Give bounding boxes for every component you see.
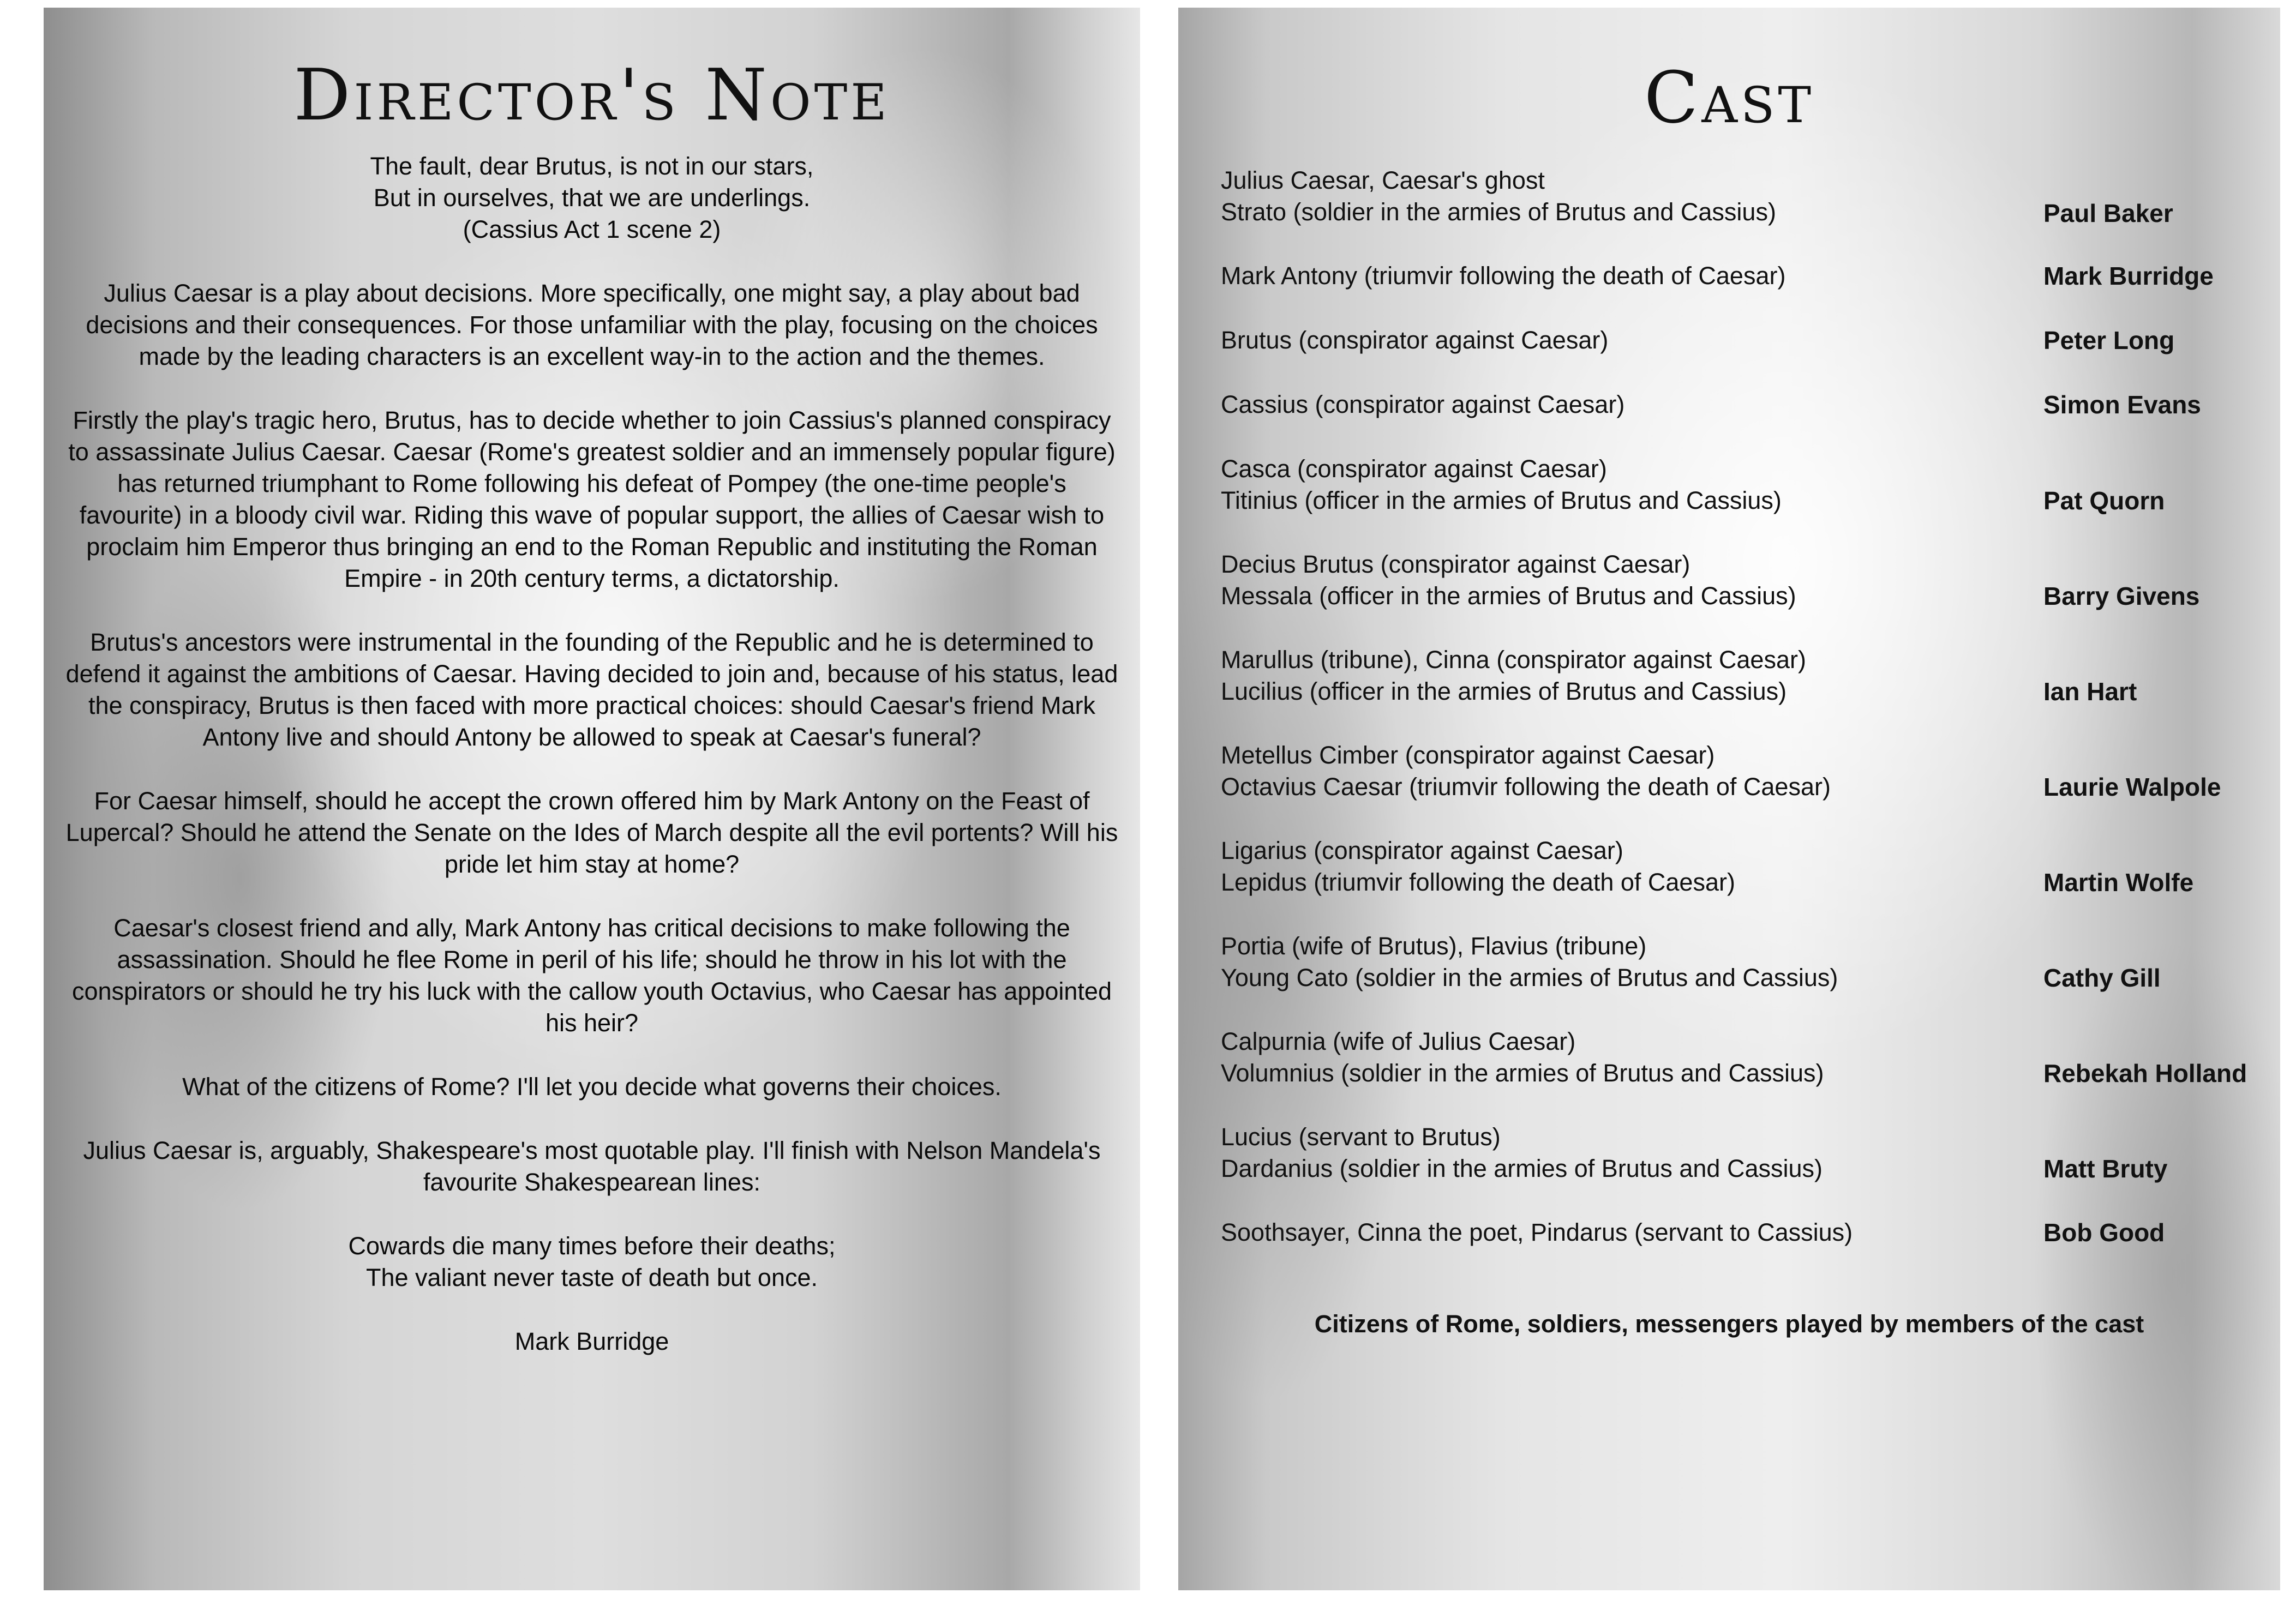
actor-name: Martin Wolfe <box>2043 868 2194 897</box>
directors-note-title: Director's Note <box>293 53 890 136</box>
quote-attribution: (Cassius Act 1 scene 2) <box>463 215 721 243</box>
quote-line: The valiant never taste of death but once. <box>365 1264 818 1291</box>
actor-name: Barry Givens <box>2043 582 2200 610</box>
cast-roles <box>1221 165 2039 228</box>
cast-roles <box>1221 1121 2039 1185</box>
role-line: Decius Brutus (conspirator against Caesar) <box>1221 550 1690 578</box>
opening-quote <box>65 151 1118 245</box>
note-paragraph: What of the citizens of Rome? I'll let you decide what governs their choices. <box>182 1073 1002 1101</box>
actor-name: Mark Burridge <box>2043 262 2214 290</box>
role-line: Calpurnia (wife of Julius Caesar) <box>1221 1027 1576 1055</box>
actor-name: Bob Good <box>2043 1218 2165 1247</box>
role-line: Julius Caesar, Caesar's ghost <box>1221 166 1545 194</box>
role-line: Brutus (conspirator against Caesar) <box>1221 326 1609 354</box>
cast-entry <box>1221 1026 2257 1121</box>
role-line: Strato (soldier in the armies of Brutus and Cassius) <box>1221 198 1776 226</box>
cast-entry <box>1221 324 2257 389</box>
note-paragraph: Brutus's ancestors were instrumental in the founding of the Republic and he is determined to defend it against the ambitions of Caesar. Having decided to join and, because of his status, lead the conspiracy, Brutus is then faced with more practical choices: should Caesar's friend Mark Antony live and should Antony be allowed to speak at Caesar's funeral? <box>65 628 1118 751</box>
actor-name: Pat Quorn <box>2043 486 2165 515</box>
quote-line: Cowards die many times before their deaths; <box>348 1232 836 1260</box>
cast-roles <box>1221 1217 2039 1248</box>
cast-footer-note: Citizens of Rome, soldiers, messengers played by members of the cast <box>1314 1310 2144 1338</box>
actor-name: Laurie Walpole <box>2043 773 2221 801</box>
role-line: Ligarius (conspirator against Caesar) <box>1221 837 1623 864</box>
role-line: Cassius (conspirator against Caesar) <box>1221 390 1625 418</box>
role-line: Portia (wife of Brutus), Flavius (tribune) <box>1221 932 1647 960</box>
cast-roles <box>1221 835 2039 898</box>
cast-page <box>1178 8 2280 1590</box>
actor-name: Simon Evans <box>2043 390 2201 419</box>
note-paragraph: For Caesar himself, should he accept the crown offered him by Mark Antony on the Feast of Lupercal? Should he attend the Senate on the Ides of March despite all the evil portents? Will his pride let him stay at home? <box>65 787 1118 878</box>
actor-name: Matt Bruty <box>2043 1155 2168 1183</box>
role-line: Lucius (servant to Brutus) <box>1221 1123 1501 1151</box>
role-line: Young Cato (soldier in the armies of Brutus and Cassius) <box>1221 964 1838 991</box>
cast-entry <box>1221 260 2257 324</box>
cast-entry <box>1221 549 2257 644</box>
cast-title: Cast <box>1644 56 1815 139</box>
actor-name: Rebekah Holland <box>2043 1059 2247 1087</box>
cast-roles <box>1221 740 2039 803</box>
role-line: Lucilius (officer in the armies of Brutus and Cassius) <box>1221 677 1787 705</box>
closing-quote <box>65 1230 1118 1294</box>
cast-entry <box>1221 453 2257 549</box>
cast-list <box>1221 165 2257 1281</box>
cast-entry <box>1221 644 2257 740</box>
cast-roles <box>1221 389 2039 420</box>
cast-roles <box>1221 1026 2039 1089</box>
signature: Mark Burridge <box>514 1327 669 1355</box>
directors-note-page <box>44 8 1140 1590</box>
role-line: Marullus (tribune), Cinna (conspirator against Caesar) <box>1221 646 1806 674</box>
actor-name: Paul Baker <box>2043 199 2173 227</box>
quote-line: But in ourselves, that we are underlings. <box>373 184 811 212</box>
cast-entry <box>1221 740 2257 835</box>
cast-roles <box>1221 644 2039 707</box>
role-line: Titinius (officer in the armies of Brutus and Cassius) <box>1221 486 1782 514</box>
role-line: Mark Antony (triumvir following the death of Caesar) <box>1221 262 1786 290</box>
role-line: Soothsayer, Cinna the poet, Pindarus (servant to Cassius) <box>1221 1218 1853 1246</box>
actor-name: Ian Hart <box>2043 677 2137 706</box>
directors-note-body <box>65 151 1118 1390</box>
note-paragraph: Firstly the play's tragic hero, Brutus, has to decide whether to join Cassius's planned conspiracy to assassinate Julius Caesar. Caesar (Rome's greatest soldier and an immensely popular figure) has returned triumphant to Rome following his defeat of Pompey (the one-time people's favourite) in a bloody civil war. Riding this wave of popular support, the allies of Caesar wish to proclaim him Emperor thus bringing an end to the Roman Republic and instituting the Roman Empire - in 20th century terms, a dictatorship. <box>68 406 1116 592</box>
cast-roles <box>1221 549 2039 612</box>
cast-entry <box>1221 1217 2257 1281</box>
cast-roles <box>1221 260 2039 292</box>
note-paragraph: Julius Caesar is a play about decisions. More specifically, one might say, a play about bad decisions and their consequences. For those unfamiliar with the play, focusing on the choices made by the leading characters is an excellent way-in to the action and the themes. <box>86 279 1098 370</box>
actor-name: Peter Long <box>2043 326 2175 354</box>
cast-entry <box>1221 1121 2257 1217</box>
cast-roles <box>1221 324 2039 356</box>
cast-entry <box>1221 930 2257 1026</box>
role-line: Dardanius (soldier in the armies of Brutus and Cassius) <box>1221 1155 1823 1182</box>
role-line: Metellus Cimber (conspirator against Caesar) <box>1221 741 1715 769</box>
actor-name: Cathy Gill <box>2043 964 2161 992</box>
role-line: Messala (officer in the armies of Brutus and Cassius) <box>1221 582 1796 610</box>
cast-roles <box>1221 930 2039 994</box>
cast-entry <box>1221 165 2257 260</box>
role-line: Octavius Caesar (triumvir following the death of Caesar) <box>1221 773 1831 801</box>
role-line: Lepidus (triumvir following the death of Caesar) <box>1221 868 1735 896</box>
cast-entry <box>1221 835 2257 930</box>
note-paragraph: Julius Caesar is, arguably, Shakespeare's most quotable play. I'll finish with Nelson Mandela's favourite Shakespearean lines: <box>83 1137 1101 1196</box>
cast-roles <box>1221 453 2039 516</box>
role-line: Volumnius (soldier in the armies of Brutus and Cassius) <box>1221 1059 1824 1087</box>
quote-line: The fault, dear Brutus, is not in our stars, <box>370 152 814 180</box>
cast-entry <box>1221 389 2257 453</box>
role-line: Casca (conspirator against Caesar) <box>1221 455 1607 483</box>
note-paragraph: Caesar's closest friend and ally, Mark Antony has critical decisions to make following the assassination. Should he flee Rome in peril of his life; should he throw in his lot with the conspirators or should he try his luck with the callow youth Octavius, who Caesar has appointed his heir? <box>72 914 1112 1037</box>
